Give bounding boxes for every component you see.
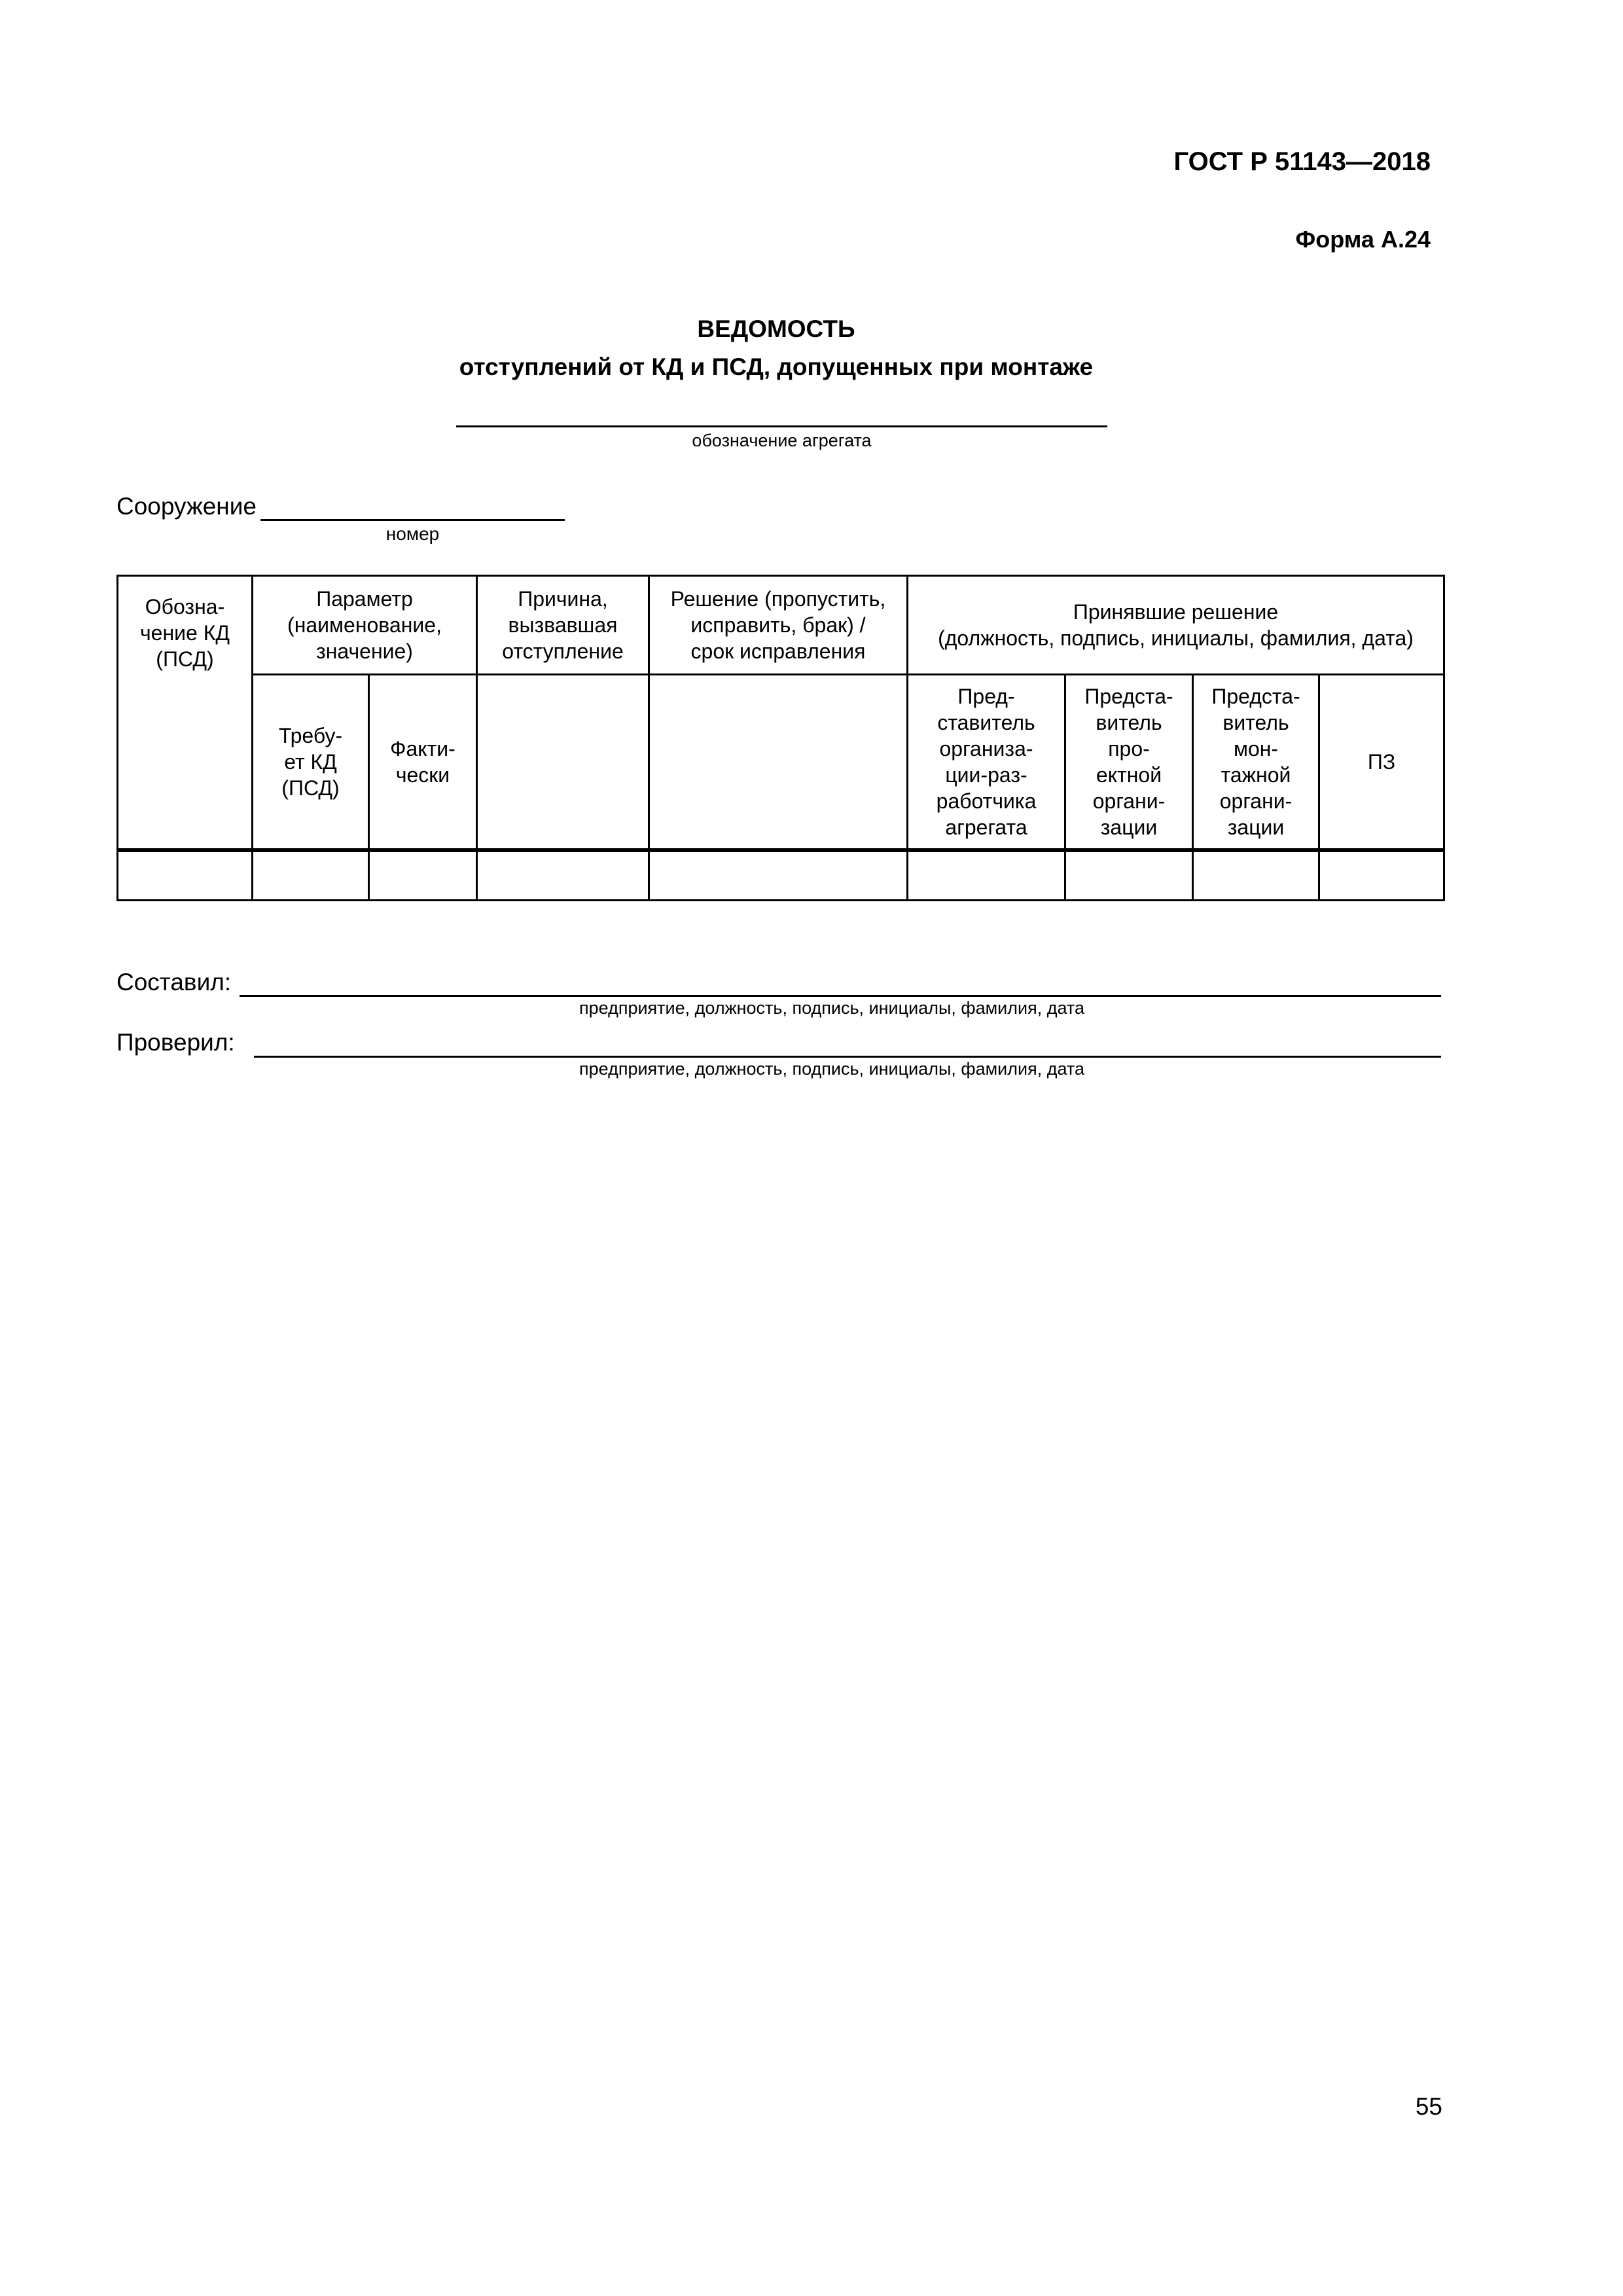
unit-designation-field[interactable]	[456, 406, 1107, 427]
decision-empty-cell	[649, 675, 908, 850]
document-subtitle: отступлений от КД и ПСД, допущенных при монтаже	[459, 353, 1094, 380]
sub-design-header: Предста- витель про- ектной органи- зации	[1065, 675, 1193, 850]
compiled-by-caption: предприятие, должность, подпись, инициалы, фамилия, дата	[579, 998, 1084, 1018]
sub-pz-header: ПЗ	[1319, 675, 1444, 850]
table-cell[interactable]	[369, 852, 477, 901]
col-designation-header: Обозна- чение КД (ПСД)	[118, 576, 253, 850]
form-number: Форма А.24	[1295, 226, 1431, 253]
cause-empty-cell	[477, 675, 649, 850]
sub-developer-header: Пред- ставитель организа- ции-раз- работчика агрегата	[908, 675, 1065, 850]
col-decision-header: Решение (пропустить, исправить, брак) / срок исправления	[649, 576, 908, 675]
table-cell[interactable]	[649, 852, 908, 901]
document-title: ВЕДОМОСТЬ	[697, 315, 855, 342]
header-row-1	[118, 576, 1444, 675]
deviations-table	[116, 575, 1445, 901]
table-cell[interactable]	[1193, 852, 1319, 901]
sub-actual-header: Факти- чески	[369, 675, 477, 850]
structure-label: Сооружение	[116, 493, 257, 520]
table-cell[interactable]	[477, 852, 649, 901]
document-standard-number: ГОСТ Р 51143—2018	[1173, 147, 1431, 176]
structure-number-field[interactable]	[260, 497, 565, 521]
checked-by-caption: предприятие, должность, подпись, инициалы, фамилия, дата	[579, 1059, 1084, 1079]
structure-number-caption: номер	[385, 524, 440, 544]
sub-required-header: Требу- ет КД (ПСД)	[253, 675, 369, 850]
table-row	[118, 852, 1444, 901]
table-cell[interactable]	[118, 852, 253, 901]
col-accepted-header: Принявшие решение (должность, подпись, инициалы, фамилия, дата)	[908, 576, 1444, 675]
sub-install-header: Предста- витель мон- тажной органи- зации	[1193, 675, 1319, 850]
table-cell[interactable]	[1065, 852, 1193, 901]
unit-designation-caption: обозначение агрегата	[692, 431, 872, 450]
header-row-2	[118, 675, 1444, 850]
page-number: 55	[1415, 2093, 1442, 2120]
compiled-by-field[interactable]	[240, 972, 1441, 997]
table-cell[interactable]	[1319, 852, 1444, 901]
checked-by-label: Проверил:	[116, 1029, 235, 1056]
table-cell[interactable]	[253, 852, 369, 901]
col-parameter-header: Параметр (наименование, значение)	[253, 576, 477, 675]
col-cause-header: Причина, вызвавшая отступление	[477, 576, 649, 675]
table-cell[interactable]	[908, 852, 1065, 901]
checked-by-field[interactable]	[254, 1033, 1441, 1058]
compiled-by-label: Составил:	[116, 969, 232, 996]
